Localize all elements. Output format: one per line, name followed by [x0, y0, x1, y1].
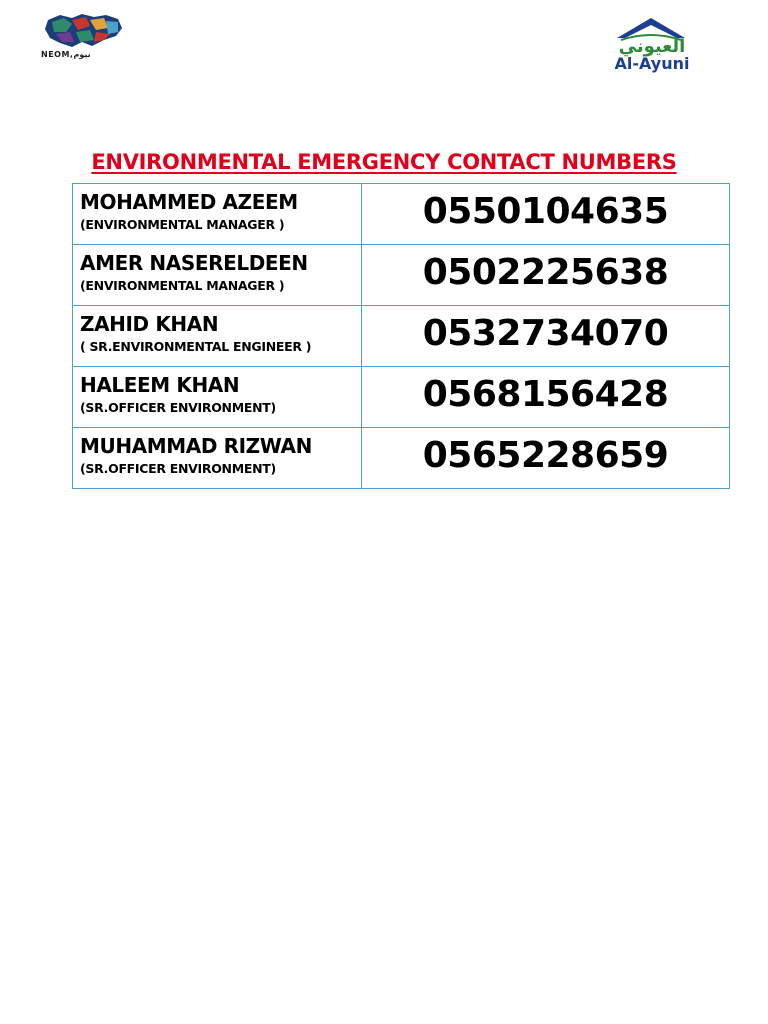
- al-ayuni-arabic-text: العيوني: [618, 36, 686, 57]
- page-title: ENVIRONMENTAL EMERGENCY CONTACT NUMBERS: [91, 150, 677, 174]
- contact-row: [73, 306, 730, 367]
- contact-phone-cell: [362, 367, 730, 428]
- contact-role: (ENVIRONMENTAL MANAGER ): [80, 217, 285, 232]
- contact-name-cell: [73, 428, 362, 489]
- contact-phone-cell: [362, 184, 730, 245]
- al-ayuni-latin-text: Al-Ayuni: [614, 54, 690, 73]
- contact-name: MUHAMMAD RIZWAN: [80, 434, 312, 458]
- contact-name: AMER NASERELDEEN: [80, 251, 308, 275]
- contact-name: HALEEM KHAN: [80, 373, 240, 397]
- contact-name: ZAHID KHAN: [80, 312, 219, 336]
- contact-name-cell: [73, 184, 362, 245]
- contact-table: [72, 183, 730, 489]
- contact-phone-cell: [362, 245, 730, 306]
- contact-name-cell: [73, 306, 362, 367]
- contact-row: [73, 245, 730, 306]
- contact-role: ( SR.ENVIRONMENTAL ENGINEER ): [80, 339, 312, 354]
- contact-role: (SR.OFFICER ENVIRONMENT): [80, 400, 276, 415]
- contact-row: [73, 367, 730, 428]
- contact-name-cell: [73, 245, 362, 306]
- al-ayuni-logo: [603, 16, 699, 74]
- contact-phone-cell: [362, 306, 730, 367]
- contact-role: (ENVIRONMENTAL MANAGER ): [80, 278, 285, 293]
- contact-name: MOHAMMED AZEEM: [80, 190, 298, 214]
- neom-logo-text: NEOM,نيوم: [41, 50, 91, 59]
- contact-row: [73, 428, 730, 489]
- neom-map-mark-icon: [42, 12, 126, 50]
- contact-name-cell: [73, 367, 362, 428]
- contact-phone-number[interactable]: 0550104635: [422, 190, 669, 232]
- contact-phone-number[interactable]: 0568156428: [422, 373, 669, 415]
- contact-row: [73, 184, 730, 245]
- contact-phone-number[interactable]: 0532734070: [422, 312, 669, 354]
- contact-phone-number[interactable]: 0502225638: [422, 251, 669, 293]
- contact-phone-number[interactable]: 0565228659: [422, 434, 669, 476]
- contact-phone-cell: [362, 428, 730, 489]
- contact-role: (SR.OFFICER ENVIRONMENT): [80, 461, 276, 476]
- neom-logo: [38, 10, 130, 60]
